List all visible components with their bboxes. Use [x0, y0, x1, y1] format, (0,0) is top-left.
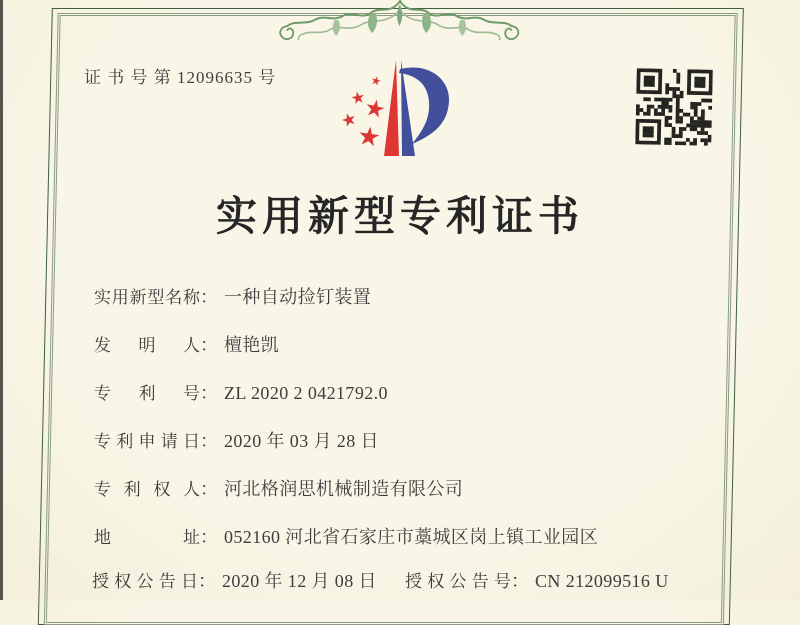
colon: ：	[200, 431, 218, 451]
colon: ：	[200, 527, 218, 547]
qr-code-icon	[635, 68, 713, 146]
field-label: 授权公告日	[92, 572, 198, 591]
field-row-patent-number	[0, 380, 800, 406]
field-value: 2020 年 12 月 08 日	[222, 571, 377, 591]
field-label: 实用新型名称	[94, 288, 200, 307]
field-value: ZL 2020 2 0421792.0	[224, 383, 388, 403]
field-row-name	[0, 284, 800, 310]
field-label: 专利申请日	[94, 432, 200, 451]
floral-flourish-icon	[274, 0, 525, 40]
colon: ：	[200, 383, 218, 403]
field-value: 一种自动捡钉装置	[224, 287, 372, 307]
field-label: 地址	[94, 528, 200, 547]
colon: ：	[200, 335, 218, 355]
field-row-filing-date	[0, 428, 800, 454]
field-grant-number	[405, 568, 669, 595]
field-value: 2020 年 03 月 28 日	[224, 431, 379, 451]
field-value: 河北格润思机械制造有限公司	[224, 479, 464, 499]
field-row-inventor	[0, 332, 800, 358]
field-value: CN 212099516 U	[535, 571, 669, 591]
field-label: 专利权人	[94, 480, 200, 499]
colon: ：	[511, 571, 529, 591]
colon: ：	[198, 571, 216, 591]
field-grant-date	[92, 568, 377, 595]
field-label: 专利号	[94, 384, 200, 403]
colon: ：	[200, 479, 218, 499]
field-row-grant	[0, 568, 800, 594]
field-label: 发明人	[94, 336, 200, 355]
field-label: 授权公告号	[405, 572, 511, 591]
field-value: 檀艳凯	[224, 335, 280, 355]
certificate-number: 证 书 号 第 12096635 号	[84, 68, 277, 87]
colon: ：	[200, 287, 218, 307]
certificate-title: 实用新型专利证书	[216, 193, 584, 239]
field-value: 052160 河北省石家庄市藁城区岗上镇工业园区	[224, 527, 599, 547]
field-row-patentee	[0, 476, 800, 502]
field-row-address	[0, 524, 800, 550]
cnipa-logo-icon	[338, 56, 463, 161]
